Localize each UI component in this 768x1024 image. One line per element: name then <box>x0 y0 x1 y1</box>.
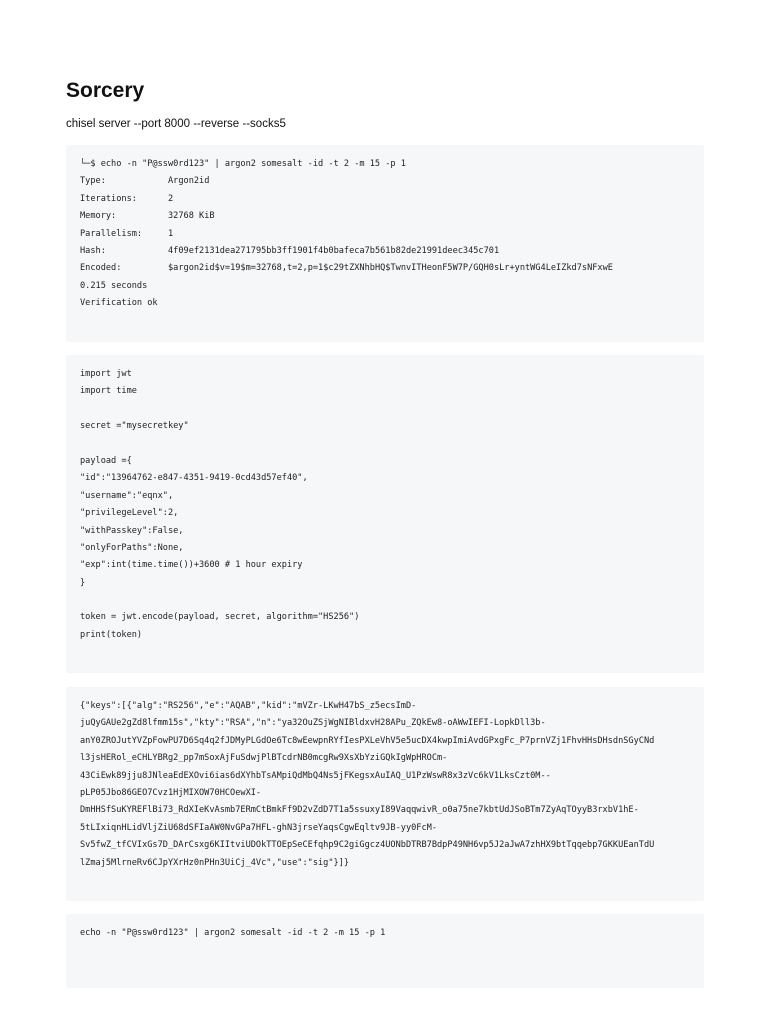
argon2-iterations-value: 2 <box>168 193 174 204</box>
argon2-encoded-row <box>80 260 690 277</box>
argon2-verification-line: Verification ok <box>80 298 158 309</box>
code-line: import time <box>80 386 137 397</box>
code-line: lZmaj5MlrneRv6CJpYXrHz0nPHn3UiCj_4Vc","use":"sig"}]} <box>80 857 350 868</box>
argon2-command-code-block <box>66 914 704 988</box>
code-line <box>80 592 690 609</box>
jwks-json-code-block <box>66 687 704 901</box>
argon2-encoded-label: Encoded: <box>80 263 122 274</box>
page-subtitle: chisel server --port 8000 --reverse --socks5 <box>66 118 286 130</box>
code-line: 43CiEwk89jju8JNleaEdEXOvi6ias6dXYhbTsAMpiQdMbQ4Ns5jFKegsxAuIAQ_U1PzWswR8x3zVc6kV1LksCzt0M-- <box>80 770 551 781</box>
code-line: pLP05Jbo86GEO7Cvz1HjMIXOW70HCOewXI- <box>80 787 262 798</box>
code-line <box>80 436 690 453</box>
argon2-type-label: Type: <box>80 176 106 187</box>
code-line <box>80 401 690 418</box>
code-line: "privilegeLevel":2, <box>80 508 179 519</box>
argon2-timing-line: 0.215 seconds <box>80 280 148 291</box>
argon2-hash-row <box>80 243 690 260</box>
code-line: l3jsHERol_eCHLYBRg2_pp7mSoxAjFuSdwjPlBTcdrNB0mcgRw9XsXbYziGQkIgWpHROCm- <box>80 753 448 764</box>
code-line: Sv5fwZ_tfCVIxGs7D_DArCsxg6KIItviUDOkTTOEpSeCEfqhp9C2giGgcz4UONbDTRB7BdpP49NH6vp5J2aJwA7zhHX9btTqqebp7GKKUEanTdU <box>80 840 655 851</box>
argon2-type-value: Argon2id <box>168 176 210 187</box>
jwt-python-code-block <box>66 355 704 673</box>
code-line: anY0ZROJutYVZpFowPU7D6Sq4q2fJDMyPLGdOe6Tc8wEewpnRYfIesPXLeVhV5e5ucDX4kwpImiAvdGPxgFc_P7prnVZj1FhvHHsDHsdnSGyCNd <box>80 735 655 746</box>
argon2-iterations-label: Iterations: <box>80 193 137 204</box>
argon2-command-line: └─$ echo -n "P@ssw0rd123" | argon2 somesalt -id -t 2 -m 15 -p 1 <box>80 159 406 169</box>
code-line: DmHHSfSuKYREFlBi73_RdXIeKvAsmb7ERmCtBmkFf9D2vZdD7T1a5ssuxyI89VaqqwivR_o0a75ne7kbtUdJSoBTm7ZyAqTOyyB3rxbV1hE- <box>80 805 639 816</box>
code-line: "username":"eqnx", <box>80 490 174 501</box>
code-line: echo -n "P@ssw0rd123" | argon2 somesalt -id -t 2 -m 15 -p 1 <box>80 928 386 938</box>
code-line: 5tLIxiqnHLidVljZiU68dSFIaAW0NvGPa7HFL-ghN3jrseYaqsCgwEqltv9JB-yy0FcM- <box>80 822 437 833</box>
argon2-memory-value: 32768 KiB <box>168 211 215 222</box>
code-line: print(token) <box>80 629 143 640</box>
argon2-hash-value: 4f09ef2131dea271795bb3ff1901f4b0bafeca7b561b82de21991deec345c701 <box>168 245 500 256</box>
code-line: juQyGAUe2gZd8lfmm15s","kty":"RSA","n":"ya32OuZSjWgNIBldxvH28APu_ZQkEw8-oAWwIEFI-LopkDll3b- <box>80 718 546 729</box>
argon2-iterations-row <box>80 191 690 208</box>
argon2-encoded-value: $argon2id$v=19$m=32768,t=2,p=1$c29tZXNhbHQ$TwnvITHeonF5W7P/GQH0sLr+yntWG4LeIZkd7sNFxwE <box>168 263 613 274</box>
code-line: payload ={ <box>80 455 132 466</box>
code-line: "withPasskey":False, <box>80 525 184 536</box>
code-line: {"keys":[{"alg":"RS256","e":"AQAB","kid":"mVZr-LKwH47bS_z5ecsImD- <box>80 701 417 711</box>
page-title: Sorcery <box>66 79 145 102</box>
argon2-memory-row <box>80 208 690 225</box>
code-line: secret ="mysecretkey" <box>80 421 189 432</box>
argon2-parallelism-row <box>80 226 690 243</box>
code-line: "exp":int(time.time())+3600 # 1 hour expiry <box>80 560 303 571</box>
code-line: "id":"13964762-e847-4351-9419-0cd43d57ef40", <box>80 473 308 484</box>
argon2-hash-label: Hash: <box>80 245 106 256</box>
code-line: import jwt <box>80 369 132 379</box>
argon2-parallelism-label: Parallelism: <box>80 228 143 239</box>
code-line: token = jwt.encode(payload, secret, algorithm="HS256") <box>80 612 360 623</box>
argon2-memory-label: Memory: <box>80 211 117 222</box>
argon2-type-row <box>80 173 690 190</box>
code-line: } <box>80 577 86 588</box>
code-line: "onlyForPaths":None, <box>80 542 184 553</box>
argon2-parallelism-value: 1 <box>168 228 174 239</box>
argon2-output-code-block <box>66 145 704 342</box>
